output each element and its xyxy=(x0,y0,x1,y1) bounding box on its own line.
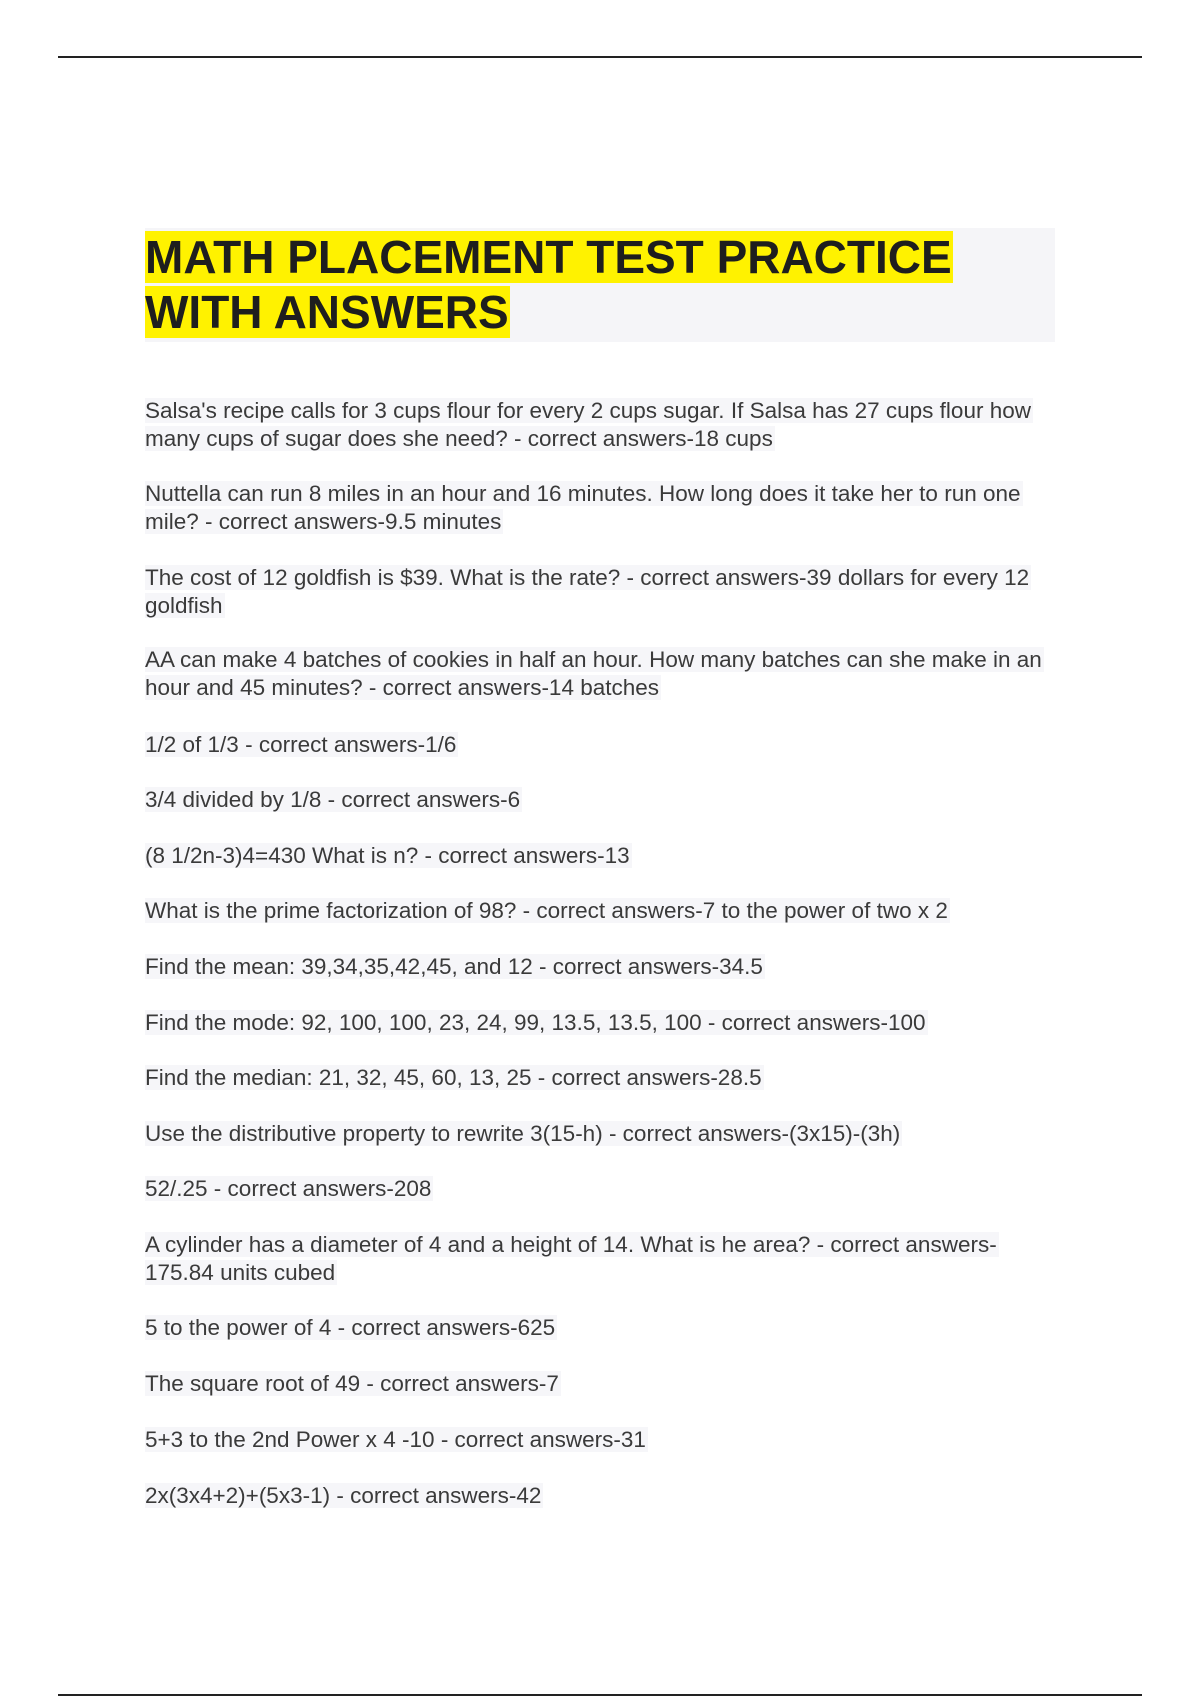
qa-text: Salsa's recipe calls for 3 cups flour for every 2 cups sugar. If Salsa has 27 cups flour how many cups of sugar does she need? - correct answers-18 cups xyxy=(145,398,1031,451)
title-line-2: WITH ANSWERS xyxy=(145,286,509,338)
qa-item xyxy=(145,842,1065,870)
title-block xyxy=(145,228,1055,342)
qa-text: Find the median: 21, 32, 45, 60, 13, 25 - correct answers-28.5 xyxy=(145,1065,762,1090)
qa-text: 3/4 divided by 1/8 - correct answers-6 xyxy=(145,787,521,812)
qa-item xyxy=(145,1231,1065,1287)
qa-item xyxy=(145,1175,1065,1203)
bottom-rule xyxy=(58,1694,1142,1696)
qa-item xyxy=(145,397,1065,453)
qa-text: 5 to the power of 4 - correct answers-625 xyxy=(145,1315,556,1340)
qa-text: What is the prime factorization of 98? - correct answers-7 to the power of two x 2 xyxy=(145,898,948,923)
qa-item xyxy=(145,731,1065,759)
qa-text: 52/.25 - correct answers-208 xyxy=(145,1176,432,1201)
qa-text: 5+3 to the 2nd Power x 4 -10 - correct answers-31 xyxy=(145,1427,646,1452)
qa-item xyxy=(145,1482,1065,1510)
document-title xyxy=(145,228,1055,340)
qa-item xyxy=(145,646,1065,702)
qa-item xyxy=(145,1370,1065,1398)
qa-item xyxy=(145,897,1065,925)
qa-text: The cost of 12 goldfish is $39. What is the rate? - correct answers-39 dollars for every 12 goldfish xyxy=(145,565,1030,618)
qa-text: Find the mode: 92, 100, 100, 23, 24, 99, 13.5, 13.5, 100 - correct answers-100 xyxy=(145,1010,926,1035)
qa-item xyxy=(145,1426,1065,1454)
qa-text: Use the distributive property to rewrite 3(15-h) - correct answers-(3x15)-(3h) xyxy=(145,1121,901,1146)
qa-text: A cylinder has a diameter of 4 and a height of 14. What is he area? - correct answers-175.84 units cubed xyxy=(145,1232,997,1285)
qa-item xyxy=(145,1009,1065,1037)
title-line-1: MATH PLACEMENT TEST PRACTICE xyxy=(145,231,952,283)
qa-item xyxy=(145,564,1065,620)
qa-text: Find the mean: 39,34,35,42,45, and 12 - correct answers-34.5 xyxy=(145,954,763,979)
qa-text: 2x(3x4+2)+(5x3-1) - correct answers-42 xyxy=(145,1483,542,1508)
qa-text: AA can make 4 batches of cookies in half an hour. How many batches can she make in an hour and 45 minutes? - correct answers-14 batches xyxy=(145,647,1042,700)
qa-item xyxy=(145,786,1065,814)
qa-item xyxy=(145,953,1065,981)
qa-text: (8 1/2n-3)4=430 What is n? - correct answers-13 xyxy=(145,843,630,868)
qa-item xyxy=(145,1314,1065,1342)
qa-text: 1/2 of 1/3 - correct answers-1/6 xyxy=(145,732,457,757)
qa-item xyxy=(145,1064,1065,1092)
qa-item xyxy=(145,480,1065,536)
qa-text: Nuttella can run 8 miles in an hour and 16 minutes. How long does it take her to run one mile? - correct answers-9.5 minutes xyxy=(145,481,1021,534)
qa-item xyxy=(145,1120,1065,1148)
top-rule xyxy=(58,56,1142,58)
qa-text: The square root of 49 - correct answers-7 xyxy=(145,1371,559,1396)
